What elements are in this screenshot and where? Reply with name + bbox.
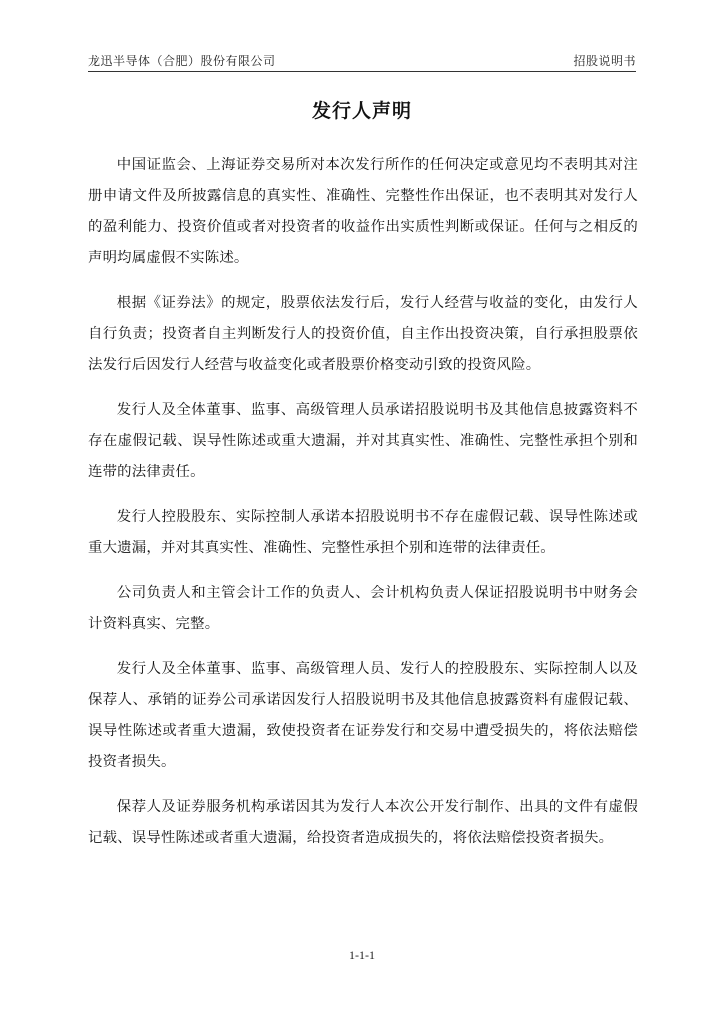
- page-title: 发行人声明: [311, 100, 412, 122]
- page-number: 1-1-1: [349, 948, 375, 962]
- page-header: [88, 50, 636, 70]
- header-document-type: 招股说明书: [573, 54, 636, 68]
- header-divider: [88, 71, 636, 72]
- header-company-name: 龙迅半导体（合肥）股份有限公司: [88, 54, 276, 68]
- paragraph-directors-commitment: 发行人及全体董事、监事、高级管理人员承诺招股说明书及其他信息披露资料不存在虚假记载、误导性陈述或重大遗漏，并对其真实性、准确性、完整性承担个别和连带的法律责任。: [88, 402, 638, 480]
- declaration-body: [88, 150, 638, 868]
- paragraph-controller-commitment: 发行人控股股东、实际控制人承诺本招股说明书不存在虚假记载、误导性陈述或重大遗漏，并对其真实性、准确性、完整性承担个别和连带的法律责任。: [88, 509, 638, 556]
- paragraph-compensation-commitment: 发行人及全体董事、监事、高级管理人员、发行人的控股股东、实际控制人以及保荐人、承销的证券公司承诺因发行人招股说明书及其他信息披露资料有虚假记载、误导性陈述或者重大遗漏，致使投资者在证券发行和交易中遭受损失的，将依法赔偿投资者损失。: [88, 661, 638, 770]
- paragraph-financial-assurance: 公司负责人和主管会计工作的负责人、会计机构负责人保证招股说明书中财务会计资料真实、完整。: [88, 585, 638, 632]
- paragraph-investment-risk: 根据《证券法》的规定，股票依法发行后，发行人经营与收益的变化，由发行人自行负责；投资者自主判断发行人的投资价值，自主作出投资决策，自行承担股票依法发行后因发行人经营与收益变化或者股票价格变动引致的投资风险。: [88, 295, 638, 373]
- paragraph-regulator-disclaimer: 中国证监会、上海证券交易所对本次发行所作的任何决定或意见均不表明其对注册申请文件及所披露信息的真实性、准确性、完整性作出保证，也不表明其对发行人的盈利能力、投资价值或者对投资者的收益作出实质性判断或保证。任何与之相反的声明均属虚假不实陈述。: [88, 157, 638, 266]
- paragraph-sponsor-commitment: 保荐人及证券服务机构承诺因其为发行人本次公开发行制作、出具的文件有虚假记载、误导性陈述或者重大遗漏，给投资者造成损失的，将依法赔偿投资者损失。: [88, 799, 638, 846]
